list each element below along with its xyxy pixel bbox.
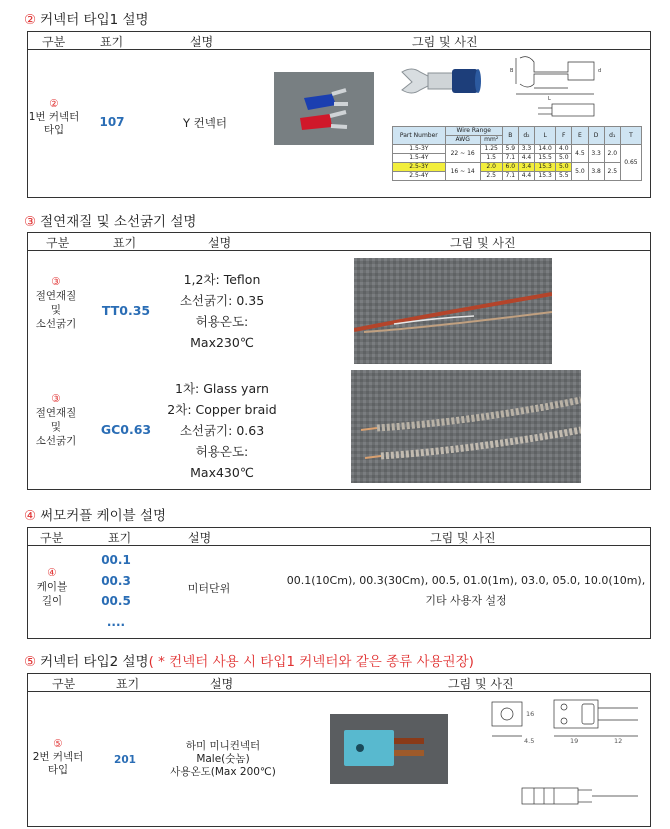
desc-cell: 미터단위 <box>187 582 231 595</box>
dim-b: 19 <box>570 737 579 745</box>
code-list: 00.1 00.3 00.5 .... <box>101 553 131 629</box>
table-header: 구분 표기 설명 그림 및 사진 <box>28 528 650 546</box>
length-options: 00.1(10Cm), 00.3(30Cm), 00.5, 01.0(1m), 03.0, 05.0, 10.0(10m), 기타 사용자 설정 <box>286 574 646 607</box>
code-cell: 201 <box>114 754 136 766</box>
svg-text:L: L <box>548 96 551 102</box>
category-cell: ④ 케이블 길이 <box>36 567 68 607</box>
category-cell: ⑤ 2번 커넥터 타입 <box>32 738 84 776</box>
table-header: 구분 표기 설명 그림 및 사진 <box>28 674 650 692</box>
mini-connector-photo <box>330 714 448 784</box>
desc-cell: 1,2차: Teflon 소선굵기: 0.35 허용온도: Max230℃ <box>179 272 265 350</box>
desc-cell: Y 컨넥터 <box>182 116 227 130</box>
section-5-title: ⑤ 커넥터 타입2 설명( * 컨넥터 사용 시 타입1 커넥터와 같은 종류 사용권장) <box>24 654 474 670</box>
desc-cell: 하미 미니컨넥터 Male(숫놈) 사용온도(Max 200℃) <box>170 740 276 778</box>
category-cell: ③ 절연재질 및 소선굵기 <box>35 393 77 447</box>
y-connector-photo <box>274 72 374 145</box>
category-cell: ③ 절연재질 및 소선굵기 <box>35 276 77 330</box>
table-header: 구분 표기 설명 그림 및 사진 <box>28 32 650 50</box>
desc-cell: 1차: Glass yarn 2차: Copper braid 소선굵기: 0.63 허용온도: Max430℃ <box>167 381 277 480</box>
teflon-wire-photo <box>354 258 552 364</box>
insulation-table <box>27 232 651 490</box>
code-cell: GC0.63 <box>100 422 152 437</box>
connector-type1-table <box>27 31 651 198</box>
connector-spec-table: Part Number Wire Range B d₂ L F E D d₁ T AWG mm² 1.5-3Y 22 ~ 16 1.25 5.9 3.3 14.0 4.0 4.5 3.3 2.0 0.65 1.5-4Y 1.5 7.1 4.4 15.5 5.0 2.5-3Y 16 ~ 14 2.0 6.0 3.4 15.3 5.0 5.0 3.8 2.5 2.5-4Y 2.5 7.1 4.4 15.3 5.5 <box>392 126 642 181</box>
category-cell: ② 1번 커넥터 타입 <box>28 98 80 136</box>
dim-c: 12 <box>614 737 623 745</box>
dim-a: 4.5 <box>524 737 535 745</box>
dimension-drawing <box>508 50 626 126</box>
section-3-title: ③ 절연재질 및 소선굵기 설명 <box>24 214 197 230</box>
svg-text:d: d <box>598 68 602 74</box>
glass-yarn-wire-photo <box>351 370 581 483</box>
section-2-title: ② 커넥터 타입1 설명 <box>24 12 149 28</box>
cable-table <box>27 527 651 639</box>
code-cell: 107 <box>99 115 125 129</box>
section-4-title: ④ 써모커플 케이블 설명 <box>24 508 167 524</box>
table-header: 구분 표기 설명 그림 및 사진 <box>28 233 650 251</box>
code-cell: TT0.35 <box>101 303 151 318</box>
mini-connector-drawing <box>478 694 650 824</box>
dim-h: 16 <box>526 710 535 718</box>
y-connector-drawing <box>398 56 490 106</box>
connector-type2-table <box>27 673 651 827</box>
svg-text:B: B <box>510 68 514 74</box>
